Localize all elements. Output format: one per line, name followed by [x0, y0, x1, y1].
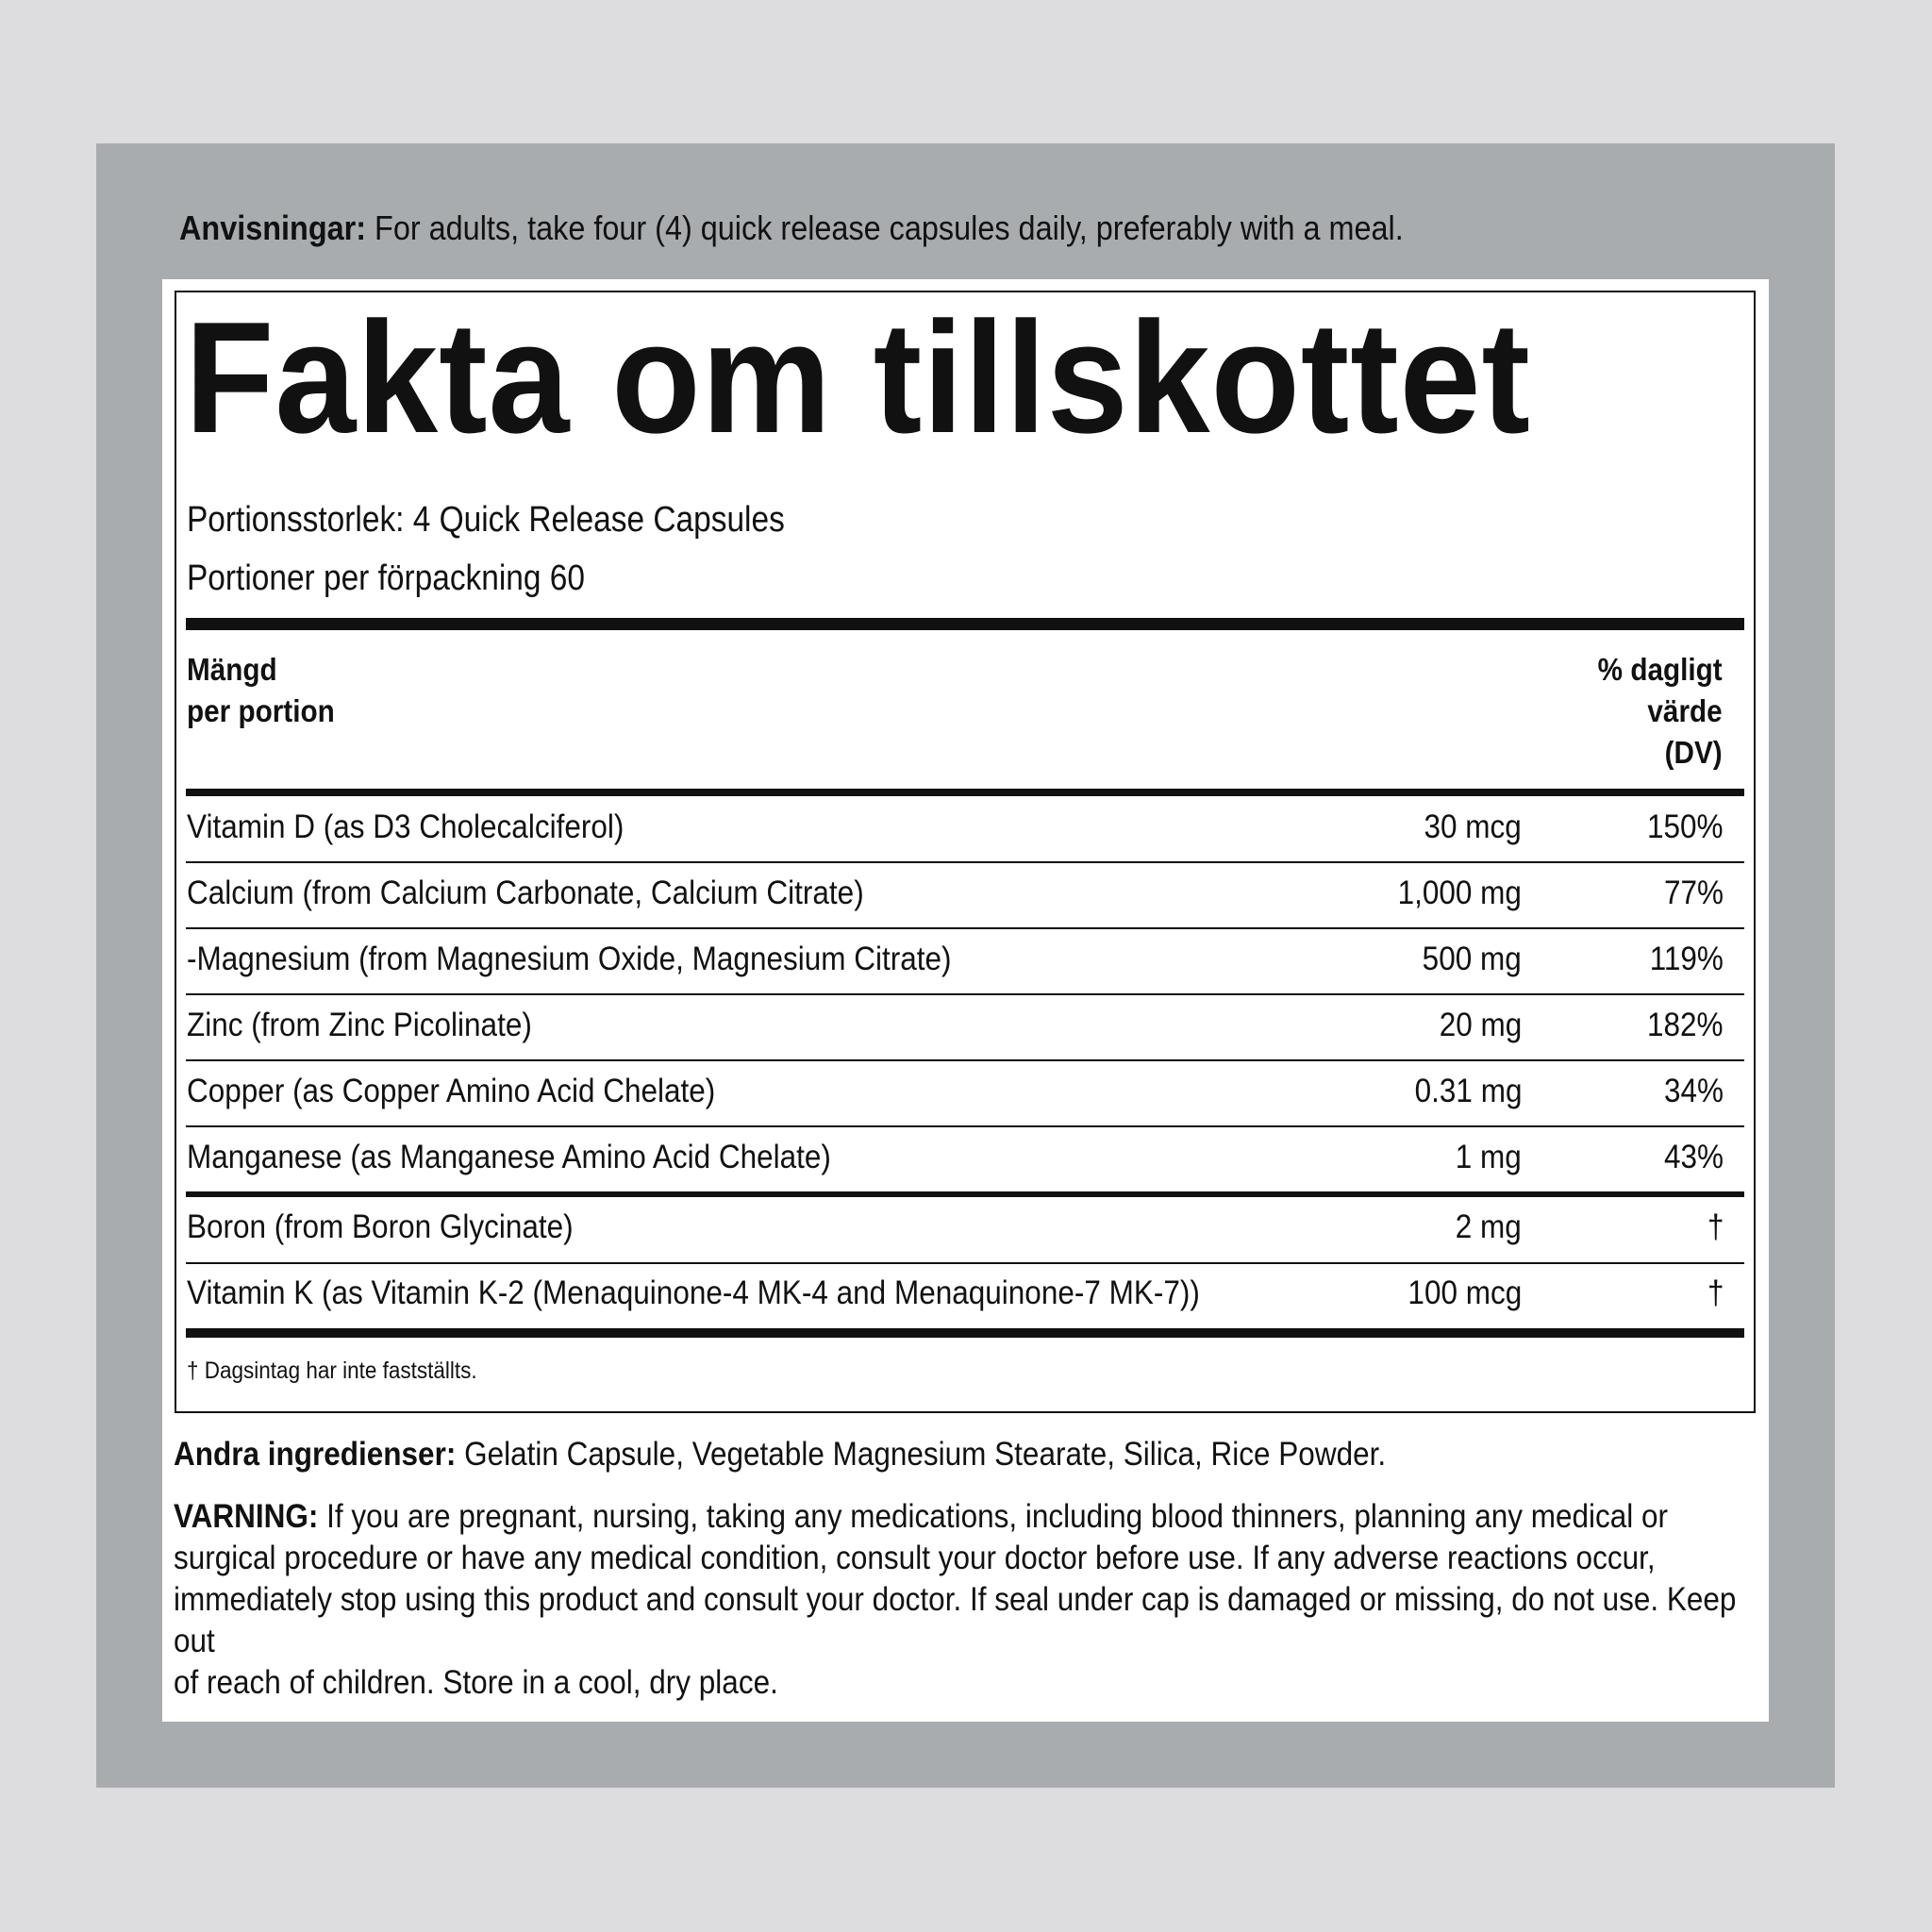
nutrient-name: Boron (from Boron Glycinate) [187, 1208, 574, 1245]
other-ingredients [174, 1432, 1386, 1477]
dv-header-line1: % dagligt [1597, 652, 1723, 687]
dv-header-line3: (DV) [1664, 735, 1723, 770]
nutrient-dv: 119% [1649, 941, 1724, 977]
dv-header-line2: värde [1647, 693, 1723, 728]
nutrient-amount: 2 mg [1455, 1208, 1522, 1245]
nutrient-amount: 500 mg [1422, 941, 1522, 977]
amount-header-line1: Mängd [187, 652, 277, 687]
nutrient-row [186, 1124, 1744, 1191]
nutrient-name: Vitamin K (as Vitamin K-2 (Menaquinone-4 MK-4 and Menaquinone-7 MK-7)) [187, 1274, 1200, 1311]
nutrient-dv: 77% [1663, 874, 1724, 911]
thick-rule-bottom [186, 1328, 1744, 1338]
nutrient-amount: 20 mg [1439, 1007, 1522, 1043]
nutrient-amount: 0.31 mg [1414, 1073, 1522, 1109]
nutrient-dv: † [1707, 1274, 1724, 1311]
nutrient-row [186, 1260, 1744, 1326]
footnote: † Dagsintag har inte fastställts. [187, 1357, 477, 1384]
warning-line: of reach of children. Store in a cool, dry place. [174, 1664, 778, 1701]
nutrient-amount: 1,000 mg [1397, 874, 1522, 911]
dv-header [1598, 649, 1723, 774]
nutrient-amount: 100 mcg [1407, 1274, 1522, 1311]
thick-rule-top [186, 618, 1744, 630]
nutrient-amount: 30 mcg [1424, 808, 1522, 845]
serving-size: Portionsstorlek: 4 Quick Release Capsules [187, 500, 785, 540]
nutrient-row [186, 926, 1744, 992]
nutrient-row [186, 1194, 1744, 1260]
warning-line: immediately stop using this product and consult your doctor. If seal under cap is damaged or missing, do not use. Keep [174, 1581, 1737, 1618]
warning-line: surgical procedure or have any medical condition, consult your doctor before use. If any adverse reactions occur, [174, 1540, 1656, 1576]
facts-title: Fakta om tillskottet [185, 289, 1531, 466]
nutrient-name: Manganese (as Manganese Amino Acid Chelate) [187, 1139, 831, 1175]
nutrient-dv: 34% [1663, 1073, 1724, 1109]
directions-label: Anvisningar: [179, 208, 367, 247]
nutrient-row [186, 992, 1744, 1058]
warning-text: If you are pregnant, nursing, taking any medications, including blood thinners, planning any medical or [318, 1498, 1669, 1535]
other-ingredients-label: Andra ingredienser: [174, 1436, 457, 1473]
nutrient-row [186, 860, 1744, 926]
directions-text: For adults, take four (4) quick release capsules daily, preferably with a meal. [366, 208, 1404, 247]
amount-header-line2: per portion [187, 693, 335, 728]
nutrient-amount: 1 mg [1455, 1139, 1522, 1175]
nutrient-name: -Magnesium (from Magnesium Oxide, Magnesium Citrate) [187, 941, 952, 977]
warning-line: out [174, 1623, 215, 1659]
warning-line [174, 1496, 1761, 1538]
nutrient-dv: 43% [1663, 1139, 1724, 1175]
servings-per-container: Portioner per förpackning 60 [187, 558, 585, 598]
nutrient-row [186, 1058, 1744, 1124]
nutrient-dv: † [1707, 1208, 1724, 1245]
amount-header [187, 649, 335, 732]
nutrient-name: Zinc (from Zinc Picolinate) [187, 1007, 532, 1043]
warning [174, 1496, 1761, 1704]
other-ingredients-text: Gelatin Capsule, Vegetable Magnesium Stearate, Silica, Rice Powder. [456, 1436, 1387, 1473]
warning-label: VARNING: [174, 1498, 319, 1535]
nutrient-row [186, 794, 1744, 860]
nutrient-dv: 150% [1647, 808, 1724, 845]
nutrient-name: Copper (as Copper Amino Acid Chelate) [187, 1073, 716, 1109]
directions [179, 206, 1404, 251]
nutrient-name: Vitamin D (as D3 Cholecalciferol) [187, 808, 625, 845]
nutrient-name: Calcium (from Calcium Carbonate, Calcium Citrate) [187, 874, 864, 911]
nutrient-dv: 182% [1647, 1007, 1724, 1043]
